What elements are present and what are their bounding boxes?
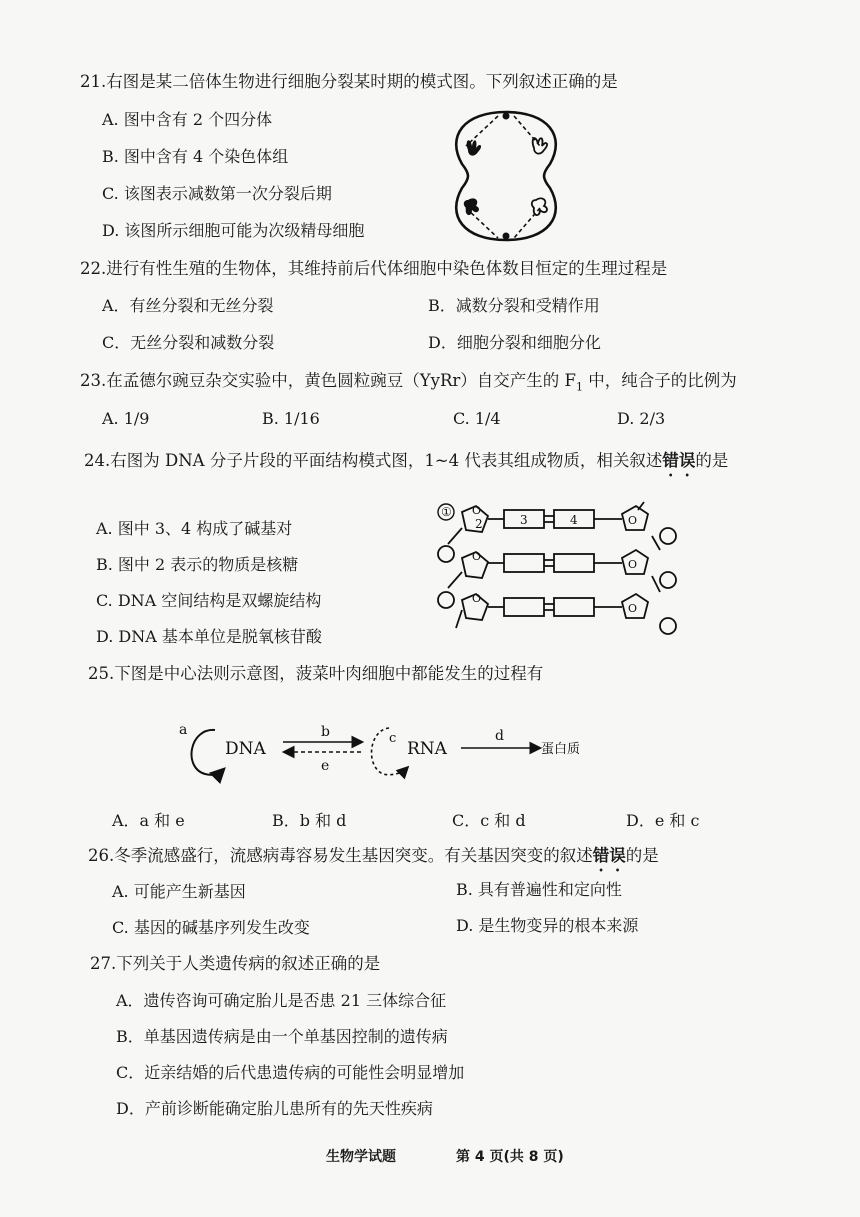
q26-stem-before: 26.冬季流感盛行，流感病毒容易发生基因突变。有关基因突变的叙述 <box>88 846 593 865</box>
dna-label-2: 2 <box>475 517 483 531</box>
q21-option-a: A. 图中含有 2 个四分体 <box>102 110 273 129</box>
q24-stem-after: 的是 <box>695 451 729 470</box>
central-dogma-diagram <box>175 718 615 788</box>
dna-structure-diagram <box>432 492 682 652</box>
q26-stem-after: 的是 <box>625 846 659 865</box>
q26-option-d: D. 是生物变异的根本来源 <box>456 916 639 935</box>
q21-option-d: D. 该图所示细胞可能为次级精母细胞 <box>102 221 365 240</box>
q24-option-d: D. DNA 基本单位是脱氧核苷酸 <box>96 627 322 646</box>
q23-option-a: A. 1/9 <box>102 409 150 428</box>
q25-option-a: A．a 和 e <box>112 811 185 830</box>
q25-option-b: B．b 和 d <box>272 811 347 830</box>
q26-option-b: B. 具有普遍性和定向性 <box>456 880 622 899</box>
q21-option-c: C. 该图表示减数第一次分裂后期 <box>102 184 332 203</box>
footer-subject: 生物学试题 <box>326 1149 396 1165</box>
q23-stem-before: 23.在孟德尔豌豆杂交实验中，黄色圆粒豌豆（YyRr）自交产生的 F <box>80 371 576 390</box>
q26-emphasis: 错误 <box>592 846 626 865</box>
label-dna: DNA <box>225 739 266 759</box>
q23-option-c: C. 1/4 <box>453 409 501 428</box>
q24-stem <box>84 451 728 480</box>
q22-option-d: D．细胞分裂和细胞分化 <box>428 333 601 352</box>
label-d: d <box>495 728 504 744</box>
label-b: b <box>321 724 330 740</box>
q23-option-b: B. 1/16 <box>262 409 320 428</box>
svg-text:O: O <box>628 558 638 571</box>
svg-text:O: O <box>472 550 482 563</box>
label-a: a <box>179 722 188 738</box>
q22-option-a: A．有丝分裂和无丝分裂 <box>102 296 274 315</box>
chromosome-group-upper <box>467 138 547 155</box>
label-protein: 蛋白质 <box>541 742 581 757</box>
q25-option-d: D．e 和 c <box>626 811 700 830</box>
q22-option-b: B．减数分裂和受精作用 <box>428 296 600 315</box>
cell-division-diagram <box>438 108 574 244</box>
q27-stem: 27.下列关于人类遗传病的叙述正确的是 <box>90 954 381 973</box>
q22-option-c: C．无丝分裂和减数分裂 <box>102 333 275 352</box>
q21-option-b: B. 图中含有 4 个染色体组 <box>102 147 289 166</box>
q27-option-b: B．单基因遗传病是由一个单基因控制的遗传病 <box>116 1027 448 1046</box>
q25-option-c: C．c 和 d <box>452 811 526 830</box>
svg-text:O: O <box>628 602 638 615</box>
q24-stem-before: 24.右图为 DNA 分子片段的平面结构模式图，1~4 代表其组成物质，相关叙述 <box>84 451 663 470</box>
svg-text:O: O <box>628 514 638 527</box>
q26-option-c: C. 基因的碱基序列发生改变 <box>112 918 310 937</box>
chromosome-group-lower <box>464 198 547 215</box>
q23-subscript: 1 <box>575 380 583 394</box>
label-c: c <box>389 731 397 746</box>
q24-option-b: B. 图中 2 表示的物质是核糖 <box>96 555 299 574</box>
q22-stem: 22.进行有性生殖的生物体，其维持前后代体细胞中染色体数目恒定的生理过程是 <box>80 259 668 278</box>
dna-label-1: ① <box>441 505 452 519</box>
footer-page-number: 第 4 页(共 8 页) <box>456 1149 564 1165</box>
q24-emphasis: 错误 <box>662 451 696 470</box>
q26-option-a: A. 可能产生新基因 <box>112 882 246 901</box>
q24-option-a: A. 图中 3、4 构成了碱基对 <box>96 519 293 538</box>
q24-option-c: C. DNA 空间结构是双螺旋结构 <box>96 591 322 610</box>
label-rna: RNA <box>407 739 447 759</box>
q27-option-d: D．产前诊断能确定胎儿患所有的先天性疾病 <box>116 1099 433 1118</box>
svg-text:O: O <box>472 592 482 605</box>
q27-option-c: C．近亲结婚的后代患遗传病的可能性会明显增加 <box>116 1063 465 1082</box>
q23-stem <box>80 371 737 397</box>
dna-label-3: 3 <box>520 513 528 527</box>
q21-stem: 21.右图是某二倍体生物进行细胞分裂某时期的模式图。下列叙述正确的是 <box>80 72 618 91</box>
q23-stem-after: 中，纯合子的比例为 <box>582 371 737 390</box>
q23-option-d: D. 2/3 <box>617 409 666 428</box>
dna-label-4: 4 <box>570 513 578 527</box>
svg-text:O: O <box>472 504 482 517</box>
q25-stem: 25.下图是中心法则示意图，菠菜叶肉细胞中都能发生的过程有 <box>88 664 544 683</box>
q26-stem <box>88 846 659 875</box>
q27-option-a: A．遗传咨询可确定胎儿是否患 21 三体综合征 <box>116 991 447 1010</box>
label-e: e <box>321 758 330 774</box>
